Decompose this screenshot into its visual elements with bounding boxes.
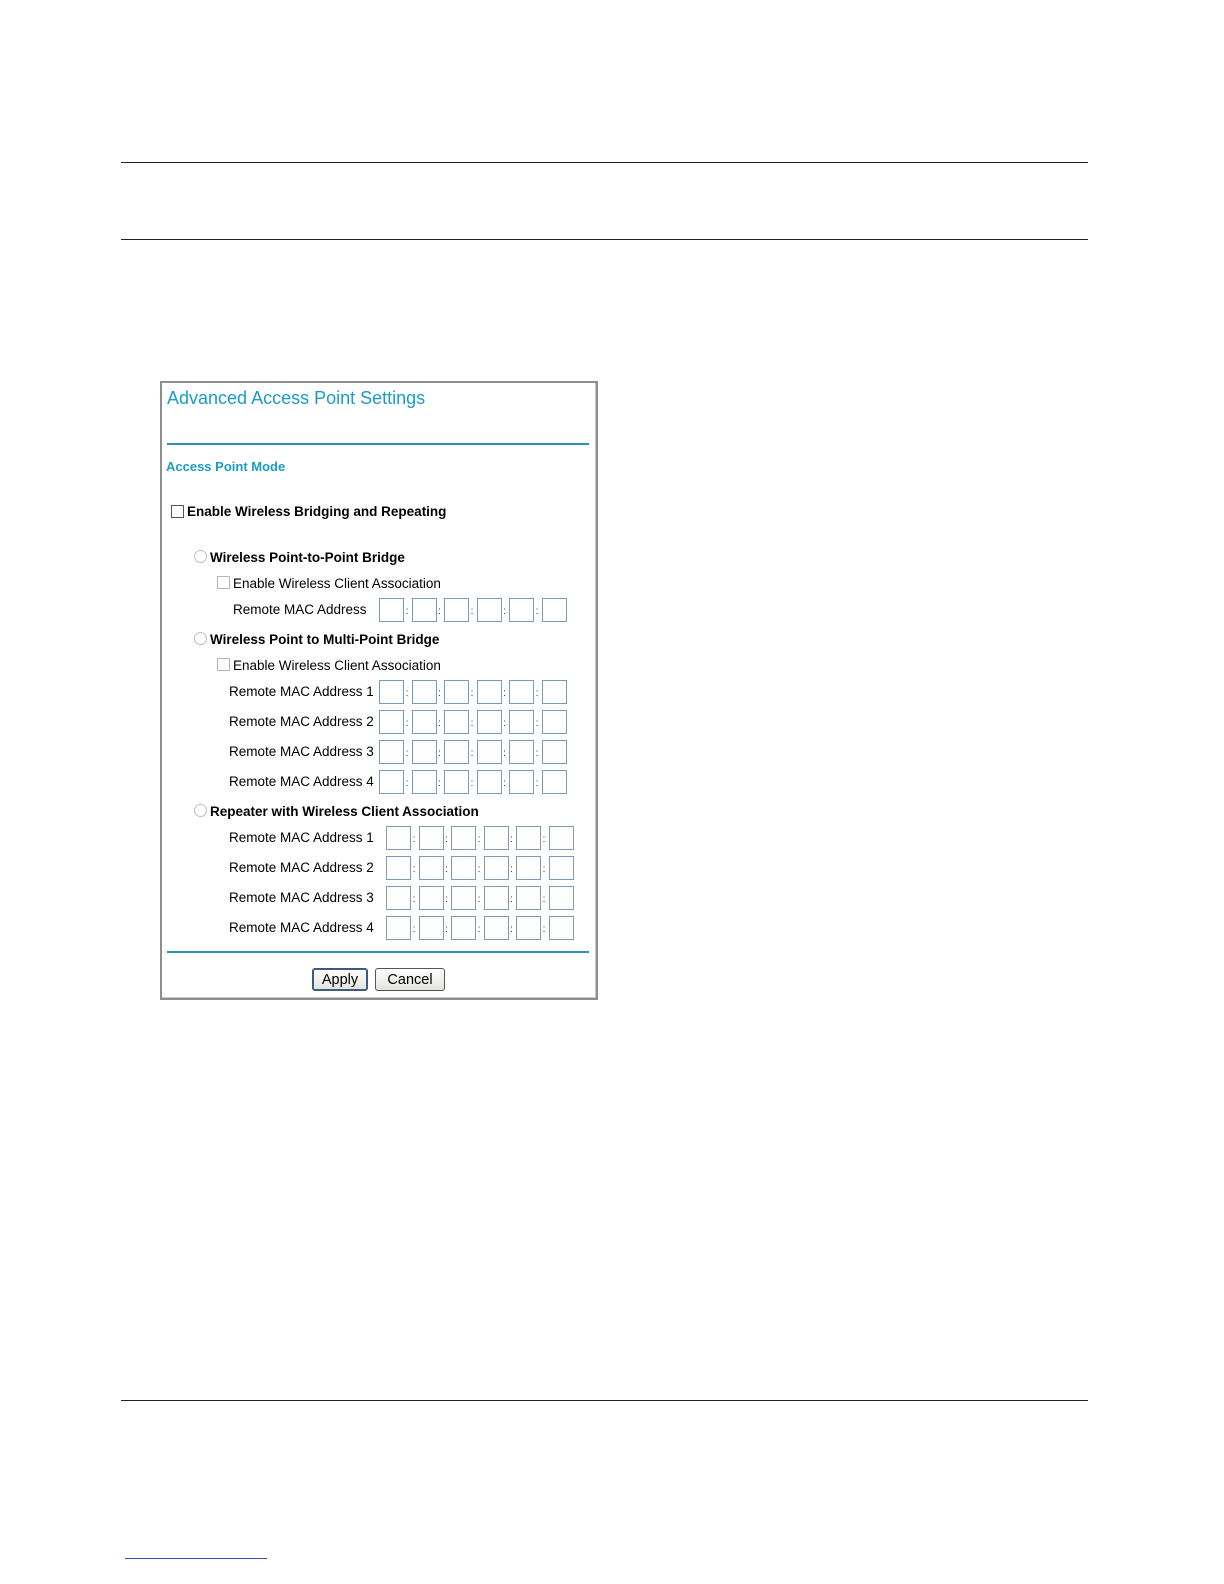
mac-colon-separator: : bbox=[503, 718, 506, 729]
p2p-bridge-label: Wireless Point-to-Point Bridge bbox=[210, 550, 405, 565]
mac-octet-input[interactable] bbox=[509, 598, 534, 622]
footer-divider bbox=[167, 951, 589, 953]
mac-octet-input[interactable] bbox=[379, 710, 404, 734]
mac-octet-input[interactable] bbox=[549, 886, 574, 910]
p2mp-bridge-radio[interactable] bbox=[194, 632, 207, 645]
mac-colon-separator: : bbox=[405, 778, 409, 789]
p2mp-mac-label-2: Remote MAC Address 2 bbox=[229, 714, 374, 729]
mac-colon-separator: : bbox=[510, 834, 513, 845]
mac-colon-separator: : bbox=[438, 718, 441, 729]
enable-bridging-checkbox[interactable] bbox=[171, 505, 184, 518]
mac-octet-input[interactable] bbox=[379, 598, 404, 622]
mac-octet-input[interactable] bbox=[542, 598, 567, 622]
mac-octet-input[interactable] bbox=[419, 886, 444, 910]
p2p-mac-label: Remote MAC Address bbox=[233, 602, 367, 617]
mac-octet-input[interactable] bbox=[509, 740, 534, 764]
mac-octet-input[interactable] bbox=[379, 680, 404, 704]
p2mp-client-assoc-label: Enable Wireless Client Association bbox=[233, 658, 441, 673]
mac-colon-separator: : bbox=[412, 864, 416, 875]
mac-colon-separator: : bbox=[535, 778, 539, 789]
mac-colon-separator: : bbox=[405, 748, 409, 759]
mac-octet-input[interactable] bbox=[444, 598, 469, 622]
title-divider bbox=[167, 443, 589, 445]
mac-octet-input[interactable] bbox=[542, 740, 567, 764]
mac-octet-input[interactable] bbox=[477, 680, 502, 704]
mac-colon-separator: : bbox=[445, 864, 448, 875]
header-rule-top bbox=[121, 162, 1088, 163]
mac-colon-separator: : bbox=[510, 924, 513, 935]
mac-octet-input[interactable] bbox=[516, 856, 541, 880]
mac-octet-input[interactable] bbox=[386, 886, 411, 910]
mac-colon-separator: : bbox=[445, 834, 448, 845]
mac-colon-separator: : bbox=[477, 924, 481, 935]
mac-colon-separator: : bbox=[503, 606, 506, 617]
mac-colon-separator: : bbox=[477, 864, 481, 875]
advanced-ap-settings-panel bbox=[160, 381, 598, 1000]
repeater-radio[interactable] bbox=[194, 804, 207, 817]
mac-colon-separator: : bbox=[535, 718, 539, 729]
mac-octet-input[interactable] bbox=[379, 770, 404, 794]
mac-colon-separator: : bbox=[503, 778, 506, 789]
mac-octet-input[interactable] bbox=[509, 710, 534, 734]
p2mp-client-assoc-checkbox[interactable] bbox=[217, 658, 230, 671]
repeater-mac-label-3: Remote MAC Address 3 bbox=[229, 890, 374, 905]
mac-colon-separator: : bbox=[535, 748, 539, 759]
mac-octet-input[interactable] bbox=[516, 826, 541, 850]
mac-colon-separator: : bbox=[438, 778, 441, 789]
repeater-label: Repeater with Wireless Client Association bbox=[210, 804, 479, 819]
mac-colon-separator: : bbox=[510, 864, 513, 875]
mac-octet-input[interactable] bbox=[509, 680, 534, 704]
mac-octet-input[interactable] bbox=[412, 740, 437, 764]
p2mp-bridge-label: Wireless Point to Multi-Point Bridge bbox=[210, 632, 440, 647]
mac-octet-input[interactable] bbox=[451, 886, 476, 910]
mac-octet-input[interactable] bbox=[477, 598, 502, 622]
cancel-button[interactable]: Cancel bbox=[375, 968, 445, 991]
mac-octet-input[interactable] bbox=[412, 598, 437, 622]
mac-colon-separator: : bbox=[412, 924, 416, 935]
p2p-client-assoc-label: Enable Wireless Client Association bbox=[233, 576, 441, 591]
mac-colon-separator: : bbox=[445, 894, 448, 905]
mac-octet-input[interactable] bbox=[542, 770, 567, 794]
footer-link-underline bbox=[125, 1558, 267, 1559]
mac-colon-separator: : bbox=[470, 718, 474, 729]
mac-octet-input[interactable] bbox=[451, 856, 476, 880]
mac-octet-input[interactable] bbox=[412, 710, 437, 734]
mac-colon-separator: : bbox=[470, 688, 474, 699]
mac-octet-input[interactable] bbox=[444, 740, 469, 764]
p2mp-mac-label-3: Remote MAC Address 3 bbox=[229, 744, 374, 759]
mac-colon-separator: : bbox=[438, 688, 441, 699]
mac-octet-input[interactable] bbox=[386, 916, 411, 940]
mac-colon-separator: : bbox=[412, 894, 416, 905]
mac-colon-separator: : bbox=[542, 924, 546, 935]
mac-octet-input[interactable] bbox=[379, 740, 404, 764]
mac-octet-input[interactable] bbox=[477, 770, 502, 794]
mac-octet-input[interactable] bbox=[419, 856, 444, 880]
p2mp-mac-label-1: Remote MAC Address 1 bbox=[229, 684, 374, 699]
mac-octet-input[interactable] bbox=[484, 856, 509, 880]
mac-octet-input[interactable] bbox=[509, 770, 534, 794]
p2p-bridge-radio[interactable] bbox=[194, 550, 207, 563]
mac-octet-input[interactable] bbox=[412, 680, 437, 704]
mac-colon-separator: : bbox=[445, 924, 448, 935]
mac-colon-separator: : bbox=[405, 688, 409, 699]
mac-octet-input[interactable] bbox=[444, 710, 469, 734]
mac-octet-input[interactable] bbox=[477, 740, 502, 764]
repeater-mac-label-2: Remote MAC Address 2 bbox=[229, 860, 374, 875]
mac-colon-separator: : bbox=[477, 894, 481, 905]
mac-colon-separator: : bbox=[542, 864, 546, 875]
mac-octet-input[interactable] bbox=[516, 916, 541, 940]
p2mp-mac-label-4: Remote MAC Address 4 bbox=[229, 774, 374, 789]
mac-octet-input[interactable] bbox=[484, 886, 509, 910]
mac-octet-input[interactable] bbox=[419, 916, 444, 940]
mac-octet-input[interactable] bbox=[412, 770, 437, 794]
mac-octet-input[interactable] bbox=[386, 856, 411, 880]
section-title: Access Point Mode bbox=[166, 459, 286, 474]
mac-octet-input[interactable] bbox=[516, 886, 541, 910]
mac-octet-input[interactable] bbox=[542, 710, 567, 734]
mac-octet-input[interactable] bbox=[451, 826, 476, 850]
footer-rule bbox=[121, 1400, 1088, 1401]
header-rule-bottom bbox=[121, 239, 1088, 240]
page-title: Advanced Access Point Settings bbox=[167, 388, 426, 408]
mac-colon-separator: : bbox=[503, 688, 506, 699]
mac-colon-separator: : bbox=[438, 606, 441, 617]
mac-colon-separator: : bbox=[542, 834, 546, 845]
repeater-mac-label-1: Remote MAC Address 1 bbox=[229, 830, 374, 845]
mac-colon-separator: : bbox=[535, 606, 539, 617]
mac-colon-separator: : bbox=[470, 778, 474, 789]
mac-octet-input[interactable] bbox=[549, 826, 574, 850]
mac-octet-input[interactable] bbox=[542, 680, 567, 704]
mac-octet-input[interactable] bbox=[444, 770, 469, 794]
mac-octet-input[interactable] bbox=[419, 826, 444, 850]
mac-colon-separator: : bbox=[412, 834, 416, 845]
mac-colon-separator: : bbox=[535, 688, 539, 699]
mac-colon-separator: : bbox=[470, 748, 474, 759]
mac-colon-separator: : bbox=[503, 748, 506, 759]
mac-colon-separator: : bbox=[405, 718, 409, 729]
mac-colon-separator: : bbox=[542, 894, 546, 905]
mac-colon-separator: : bbox=[438, 748, 441, 759]
apply-button[interactable]: Apply bbox=[312, 968, 368, 991]
mac-colon-separator: : bbox=[470, 606, 474, 617]
p2p-client-assoc-checkbox[interactable] bbox=[217, 576, 230, 589]
enable-bridging-label: Enable Wireless Bridging and Repeating bbox=[187, 504, 447, 519]
mac-octet-input[interactable] bbox=[444, 680, 469, 704]
mac-octet-input[interactable] bbox=[477, 710, 502, 734]
repeater-mac-label-4: Remote MAC Address 4 bbox=[229, 920, 374, 935]
mac-octet-input[interactable] bbox=[549, 916, 574, 940]
mac-octet-input[interactable] bbox=[484, 916, 509, 940]
mac-octet-input[interactable] bbox=[386, 826, 411, 850]
mac-colon-separator: : bbox=[510, 894, 513, 905]
mac-octet-input[interactable] bbox=[549, 856, 574, 880]
mac-octet-input[interactable] bbox=[484, 826, 509, 850]
mac-colon-separator: : bbox=[477, 834, 481, 845]
mac-octet-input[interactable] bbox=[451, 916, 476, 940]
mac-colon-separator: : bbox=[405, 606, 409, 617]
